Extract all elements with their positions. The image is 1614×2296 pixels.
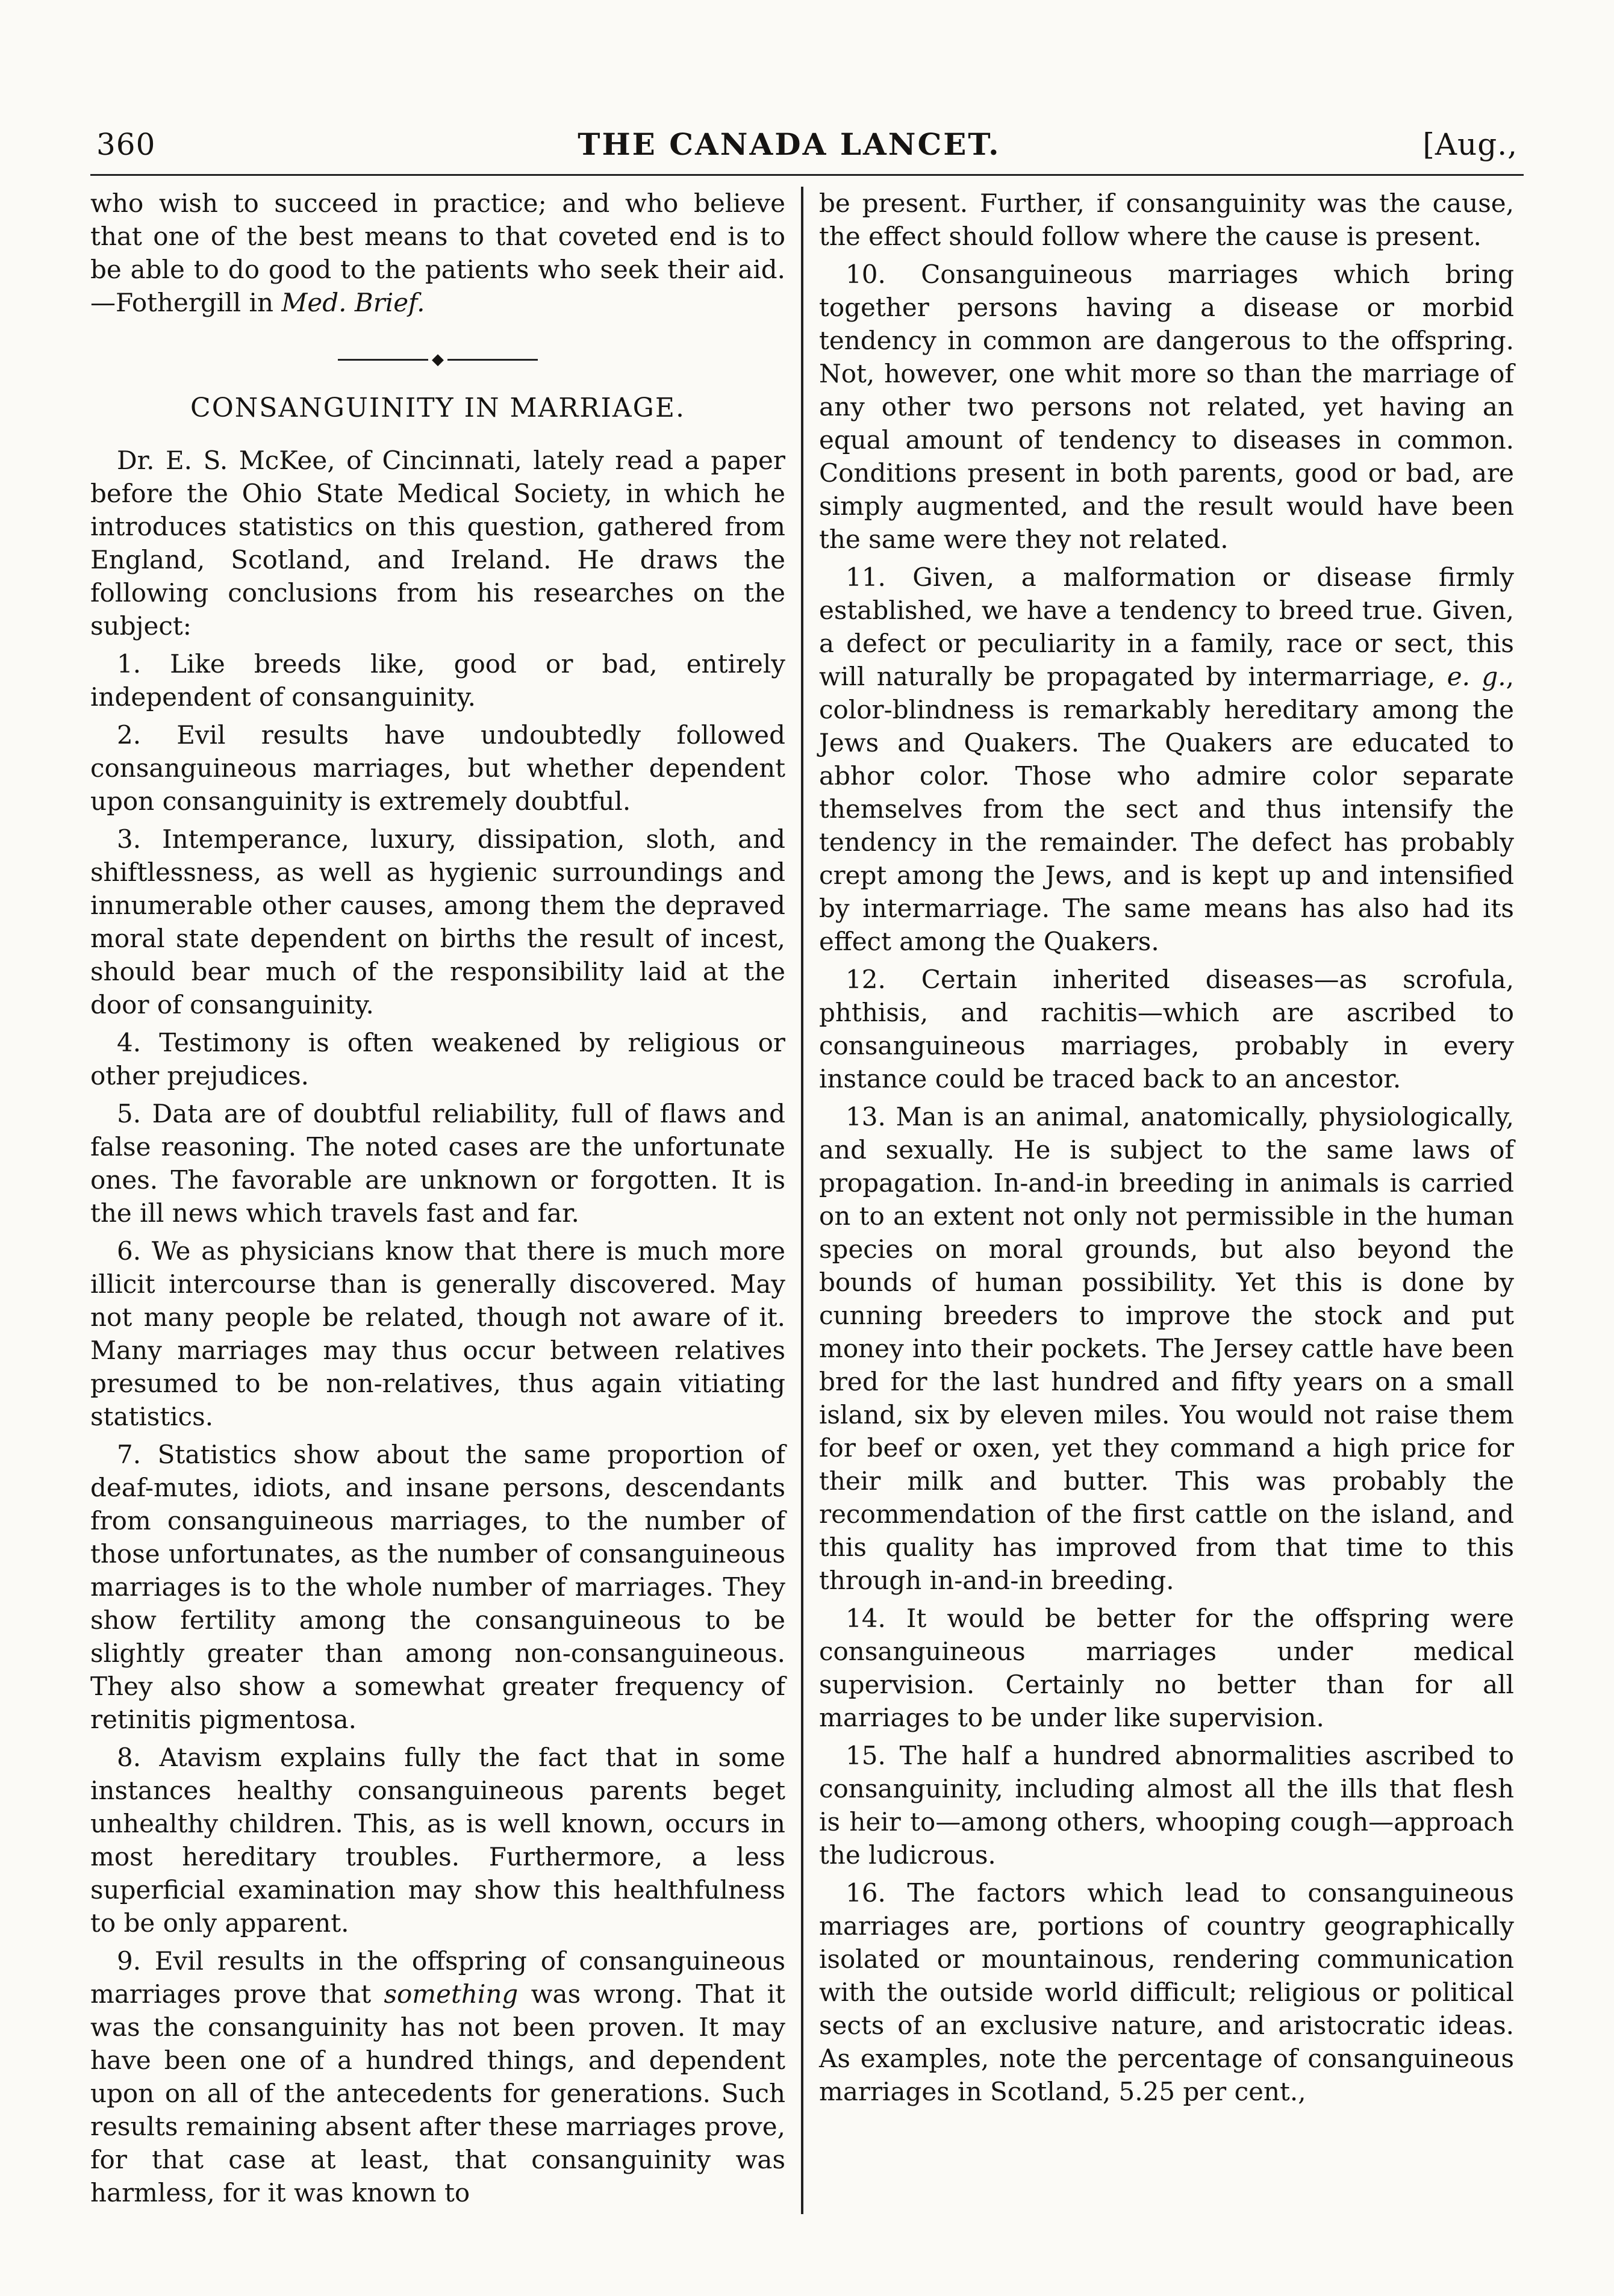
section-divider [90, 350, 785, 369]
article-intro: Dr. E. S. McKee, of Cincinnati, lately read a paper before the Ohio State Medical Society, in which he introduces statistics on this question, gathered from England, Scotland, and Ireland. He draws the following conclusions from his researches on the subject: [90, 446, 785, 641]
conclusion-11-end: , color-blindness is remarkably hereditary among the Jews and Quakers. The Quakers are educated to abhor color. Those who admire color separate themselves from the sect and thus intensify the tendency in the remainder. The defect has probably crept among the Jews, and is kept up and intensified by intermarriage. The same means has also had its effect among the Quakers. [819, 662, 1514, 956]
conclusion-9 [90, 1944, 785, 2209]
previous-article-text: who wish to succeed in practice; and who believe that one of the best means to that coveted end is to be able to do good to the patients who seek their aid.—Fothergill in [90, 188, 785, 317]
journal-title: THE CANADA LANCET. [578, 126, 1001, 162]
conclusion-2: 2. Evil results have undoubtedly followed consanguineous marriages, but whether dependent upon consanguinity is extremely doubtful. [90, 720, 785, 816]
divider-rule-left [338, 359, 428, 361]
two-column-body [90, 187, 1524, 2214]
conclusion-3: 3. Intemperance, luxury, dissipation, sloth, and shiftlessness, as well as hygienic surroundings and innumerable other causes, among them the depraved moral state dependent on births the result of incest, should bear much of the responsibility laid at the door of consanguinity. [90, 824, 785, 1019]
conclusion-11-start: 11. Given, a malformation or disease firmly established, we have a tendency to breed true. Given, a defect or peculiarity in a family, race or sect, this will naturally be propagated by intermarriage, [819, 562, 1514, 691]
conclusion-7: 7. Statistics show about the same proportion of deaf-mutes, idiots, and insane persons, descendants from consanguineous marriages, to the number of those unfortunates, as the number of consanguineous marriages is to the whole number of marriages. They show fertility among the consanguineous to be slightly greater than among non-consanguineous. They also show a somewhat greater frequency of retinitis pigmentosa. [90, 1440, 785, 1734]
article-title: CONSANGUINITY IN MARRIAGE. [190, 393, 685, 423]
conclusion-12: 12. Certain inherited diseases—as scrofula, phthisis, and rachitis—which are ascribed to consanguineous marriages, probably in every instance could be traced back to an ancestor. [819, 965, 1514, 1094]
source-reference: Med. Brief. [281, 288, 425, 317]
left-column [90, 187, 801, 2214]
conclusion-11-emphasis: e. g. [1447, 662, 1506, 691]
previous-article-ending [90, 187, 785, 319]
conclusion-4: 4. Testimony is often weakened by religious or other prejudices. [90, 1028, 785, 1090]
running-head [90, 126, 1524, 176]
conclusion-9-start: 9. Evil results in the offspring of consanguineous marriages prove that [90, 1946, 785, 2009]
conclusion-15: 15. The half a hundred abnormalities ascribed to consanguinity, including almost all the ills that flesh is heir to—among others, whooping cough—approach the ludicrous. [819, 1741, 1514, 1870]
page-number: 360 [96, 127, 156, 162]
conclusion-14: 14. It would be better for the offspring were consanguineous marriages under medical supervision. Certainly no better than for all marriages to be under like supervision. [819, 1604, 1514, 1732]
right-column [803, 187, 1514, 2214]
conclusion-6: 6. We as physicians know that there is much more illicit intercourse than is generally discovered. May not many people be related, though not aware of it. Many marriages may thus occur between relatives presumed to be non-relatives, thus again vitiating statistics. [90, 1236, 785, 1431]
divider-ornament-icon: ◆ [432, 350, 444, 369]
conclusion-13: 13. Man is an animal, anatomically, physiologically, and sexually. He is subject to the same laws of propagation. In-and-in breeding in animals is carried on to an extent not only not permissible in the human species on moral grounds, but also beyond the bounds of human possibility. Yet this is done by cunning breeders to improve the stock and put money into their pockets. The Jersey cattle have been bred for the last hundred and fifty years on a small island, six by eleven miles. You would not raise them for beef or oxen, yet they command a high price for their milk and butter. This was probably the recommendation of the first cattle on the island, and this quality has improved from that time to this through in-and-in breeding. [819, 1102, 1514, 1595]
conclusion-16: 16. The factors which lead to consanguineous marriages are, portions of country geographically isolated or mountainous, rendering communication with the outside world difficult; religious or political sects of an exclusive nature, and aristocratic ideas. As examples, note the percentage of consanguineous marriages in Scotland, 5.25 per cent., [819, 1878, 1514, 2106]
conclusion-5: 5. Data are of doubtful reliability, full of flaws and false reasoning. The noted cases are the unfortunate ones. The favorable are unknown or forgotten. It is the ill news which travels fast and far. [90, 1099, 785, 1228]
conclusion-9-end: was wrong. That it was the consanguinity has not been proven. It may have been one of a hundred things, and dependent upon on all of the antecedents for generations. Such results remaining absent after these marriages prove, for that case at least, that consanguinity was harmless, for it was known to [90, 1979, 785, 2207]
issue-label: [Aug., [1422, 127, 1518, 162]
conclusion-9-emphasis: something [384, 1979, 519, 2009]
conclusion-8: 8. Atavism explains fully the fact that in some instances healthy consanguineous parents beget unhealthy children. This, as is well known, occurs in most hereditary troubles. Furthermore, a less superficial examination may show this healthfulness to be only apparent. [90, 1743, 785, 1938]
divider-rule-right [447, 359, 538, 361]
conclusion-10: 10. Consanguineous marriages which bring together persons having a disease or morbid tendency in common are dangerous to the offspring. Not, however, one whit more so than the marriage of any other two persons not related, yet having an equal amount of tendency to diseases in common. Conditions present in both parents, good or bad, are simply augmented, and the result would have been the same were they not related. [819, 260, 1514, 554]
conclusion-11 [819, 561, 1514, 958]
conclusion-1: 1. Like breeds like, good or bad, entirely independent of consanguinity. [90, 649, 785, 712]
conclusion-9-continued: be present. Further, if consanguinity was the cause, the effect should follow where the cause is present. [819, 188, 1514, 251]
